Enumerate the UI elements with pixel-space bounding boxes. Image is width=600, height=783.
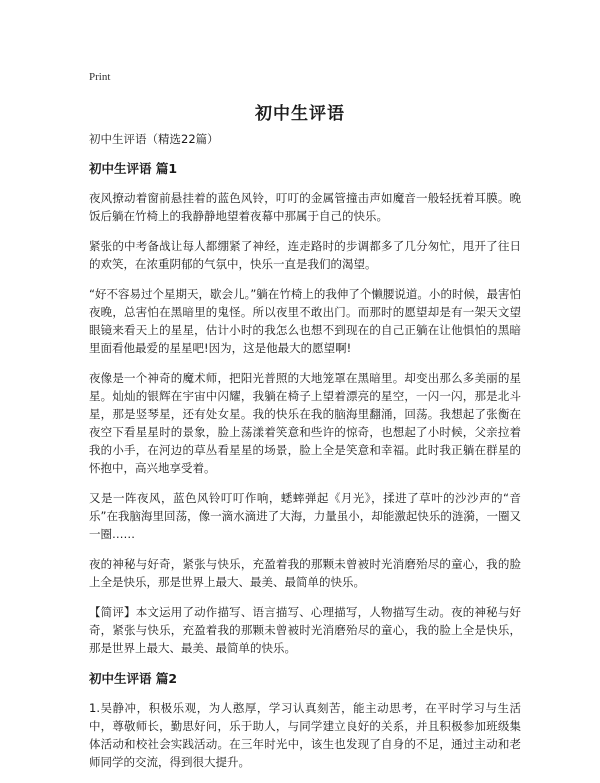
print-label[interactable]: Print <box>89 71 111 83</box>
paragraph: 又是一阵夜风，蓝色风铃叮叮作响，蟋蟀弹起《月光》，揉进了草叶的沙沙声的“音乐”在我脑海里回荡，像一滴水滴进了大海，力量虽小，却能激起快乐的涟漪，一圈又一圈…… <box>89 491 521 541</box>
document-subtitle: 初中生评语（精选22篇） <box>89 132 219 146</box>
document-title: 初中生评语 <box>255 104 345 124</box>
paragraph: 夜像是一个神奇的魔术师，把阳光普照的大地笼罩在黑暗里。却变出那么多美丽的星星。灿灿的银辉在宇宙中闪耀，我躺在椅子上望着漂亮的星空，一闪一闪，那是北斗星，那是竖琴星，还有处女星。我的快乐在我的脑海里翻涌，回荡。我想起了张衡在夜空下看星星时的景象，脸上荡漾着笑意和些许的惊奇，也想起了小时候，父亲拉着我的小手，在河边的草丛看星星的场景，脸上全是笑意和幸福。此时我正躺在群星的怀抱中，高兴地享受着。 <box>89 371 521 475</box>
paragraph: 紧张的中考备战让每人都绷紧了神经，连走路时的步调都多了几分匆忙，甩开了往日的欢笑，在浓重阴郁的气氛中，快乐一直是我们的渴望。 <box>89 239 521 271</box>
section-heading: 初中生评语 篇2 <box>89 671 178 686</box>
document-body <box>89 131 521 783</box>
paragraph: 夜风撩动着窗前悬挂着的蓝色风铃，叮叮的金属管撞击声如魔音一般轻抚着耳膜。晚饭后躺在竹椅上的我静静地望着夜幕中那属于自己的快乐。 <box>89 191 521 223</box>
paragraph: 夜的神秘与好奇，紧张与快乐，充盈着我的那颗未曾被时光消磨殆尽的童心，我的脸上全是快乐，那是世界上最大、最美、最简单的快乐。 <box>89 557 521 589</box>
paragraph: 1.吴静冲，积极乐观，为人憨厚，学习认真刻苦，能主动思考，在平时学习与生活中，尊敬师长，勤思好问，乐于助人，与同学建立良好的关系，并且积极参加班级集体活动和校社会实践活动。在三年时光中，该生也发现了自身的不足，通过主动和老师同学的交流，得到很大提升。 <box>89 701 521 769</box>
paragraph: “好不容易过个星期天，歇会儿。”躺在竹椅上的我伸了个懒腰说道。小的时候，最害怕夜晚，总害怕在黑暗里的鬼怪。所以夜里不敢出门。而那时的愿望却是有一架天文望眼镜来看天上的星星，估计小时的我怎么也想不到现在的自己正躺在让他惧怕的黑暗里面看他最爱的星星吧!因为，这是他最大的愿望啊! <box>89 287 521 355</box>
section-heading: 初中生评语 篇1 <box>89 161 178 176</box>
review-paragraph: 【简评】本文运用了动作描写、语言描写、心理描写，人物描写生动。夜的神秘与好奇，紧张与快乐，充盈着我的那颗未曾被时光消磨殆尽的童心，我的脸上全是快乐，那是世界上最大、最美、最简单的快乐。 <box>89 605 521 655</box>
